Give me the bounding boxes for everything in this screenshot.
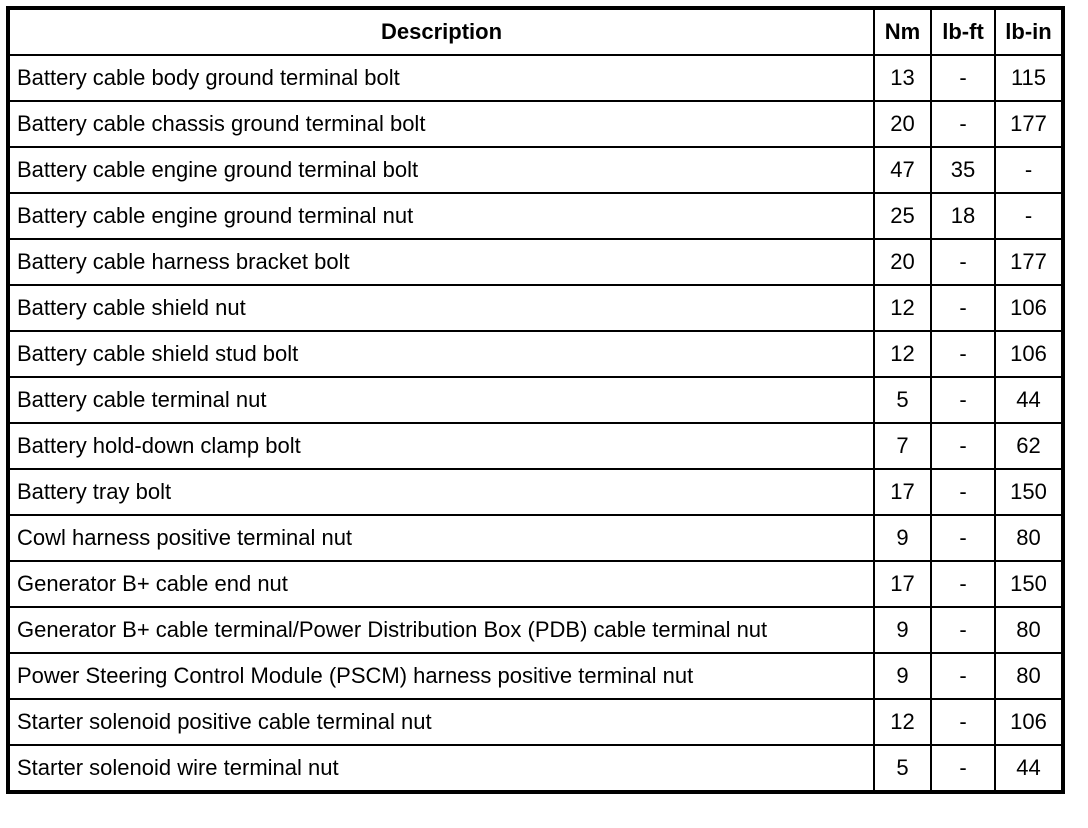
table-row	[8, 331, 1063, 377]
cell-lbin: 80	[995, 515, 1063, 561]
header-row	[8, 8, 1063, 55]
cell-nm: 9	[874, 607, 931, 653]
cell-description: Cowl harness positive terminal nut	[8, 515, 874, 561]
table-row	[8, 55, 1063, 101]
header-description: Description	[8, 8, 874, 55]
cell-description: Power Steering Control Module (PSCM) harness positive terminal nut	[8, 653, 874, 699]
cell-nm: 9	[874, 515, 931, 561]
cell-lbin: 80	[995, 653, 1063, 699]
cell-lbft: -	[931, 101, 995, 147]
cell-lbft: -	[931, 561, 995, 607]
cell-description: Battery cable shield nut	[8, 285, 874, 331]
cell-lbft: -	[931, 285, 995, 331]
cell-lbft: -	[931, 469, 995, 515]
cell-description: Starter solenoid wire terminal nut	[8, 745, 874, 792]
cell-lbin: 150	[995, 561, 1063, 607]
cell-description: Generator B+ cable terminal/Power Distribution Box (PDB) cable terminal nut	[8, 607, 874, 653]
cell-lbin: 106	[995, 699, 1063, 745]
cell-nm: 5	[874, 745, 931, 792]
cell-lbft: -	[931, 515, 995, 561]
table-row	[8, 193, 1063, 239]
cell-lbft: -	[931, 699, 995, 745]
table-row	[8, 607, 1063, 653]
table-row	[8, 423, 1063, 469]
cell-lbft: -	[931, 653, 995, 699]
table-row	[8, 239, 1063, 285]
cell-lbin: 80	[995, 607, 1063, 653]
cell-nm: 25	[874, 193, 931, 239]
cell-nm: 13	[874, 55, 931, 101]
cell-description: Starter solenoid positive cable terminal nut	[8, 699, 874, 745]
torque-spec-table	[6, 6, 1065, 794]
table-row	[8, 469, 1063, 515]
table-header	[8, 8, 1063, 55]
cell-lbft: -	[931, 423, 995, 469]
cell-lbin: 150	[995, 469, 1063, 515]
cell-nm: 20	[874, 239, 931, 285]
cell-description: Battery cable shield stud bolt	[8, 331, 874, 377]
cell-lbft: -	[931, 55, 995, 101]
cell-nm: 7	[874, 423, 931, 469]
cell-description: Battery cable engine ground terminal nut	[8, 193, 874, 239]
cell-nm: 5	[874, 377, 931, 423]
cell-description: Battery hold-down clamp bolt	[8, 423, 874, 469]
cell-lbft: -	[931, 745, 995, 792]
cell-lbin: 106	[995, 285, 1063, 331]
table-row	[8, 147, 1063, 193]
cell-description: Battery tray bolt	[8, 469, 874, 515]
cell-lbft: -	[931, 331, 995, 377]
cell-lbft: -	[931, 607, 995, 653]
cell-lbin: 62	[995, 423, 1063, 469]
header-nm: Nm	[874, 8, 931, 55]
cell-lbin: 115	[995, 55, 1063, 101]
table-body	[8, 55, 1063, 792]
table-row	[8, 285, 1063, 331]
cell-lbin: -	[995, 147, 1063, 193]
cell-lbin: 177	[995, 239, 1063, 285]
header-lbft: lb-ft	[931, 8, 995, 55]
table-row	[8, 653, 1063, 699]
cell-description: Battery cable chassis ground terminal bolt	[8, 101, 874, 147]
cell-description: Generator B+ cable end nut	[8, 561, 874, 607]
cell-lbft: -	[931, 377, 995, 423]
cell-lbin: 177	[995, 101, 1063, 147]
cell-nm: 17	[874, 469, 931, 515]
cell-lbft: 35	[931, 147, 995, 193]
cell-lbft: 18	[931, 193, 995, 239]
header-lbin: lb-in	[995, 8, 1063, 55]
cell-nm: 17	[874, 561, 931, 607]
cell-description: Battery cable harness bracket bolt	[8, 239, 874, 285]
table-row	[8, 377, 1063, 423]
table-row	[8, 561, 1063, 607]
cell-nm: 9	[874, 653, 931, 699]
table-row	[8, 699, 1063, 745]
cell-nm: 20	[874, 101, 931, 147]
cell-lbin: 44	[995, 745, 1063, 792]
cell-lbin: -	[995, 193, 1063, 239]
table-row	[8, 101, 1063, 147]
cell-description: Battery cable body ground terminal bolt	[8, 55, 874, 101]
cell-nm: 12	[874, 285, 931, 331]
table-row	[8, 745, 1063, 792]
cell-lbin: 106	[995, 331, 1063, 377]
cell-lbin: 44	[995, 377, 1063, 423]
table-row	[8, 515, 1063, 561]
cell-nm: 12	[874, 699, 931, 745]
cell-lbft: -	[931, 239, 995, 285]
cell-nm: 47	[874, 147, 931, 193]
cell-description: Battery cable terminal nut	[8, 377, 874, 423]
cell-nm: 12	[874, 331, 931, 377]
cell-description: Battery cable engine ground terminal bolt	[8, 147, 874, 193]
